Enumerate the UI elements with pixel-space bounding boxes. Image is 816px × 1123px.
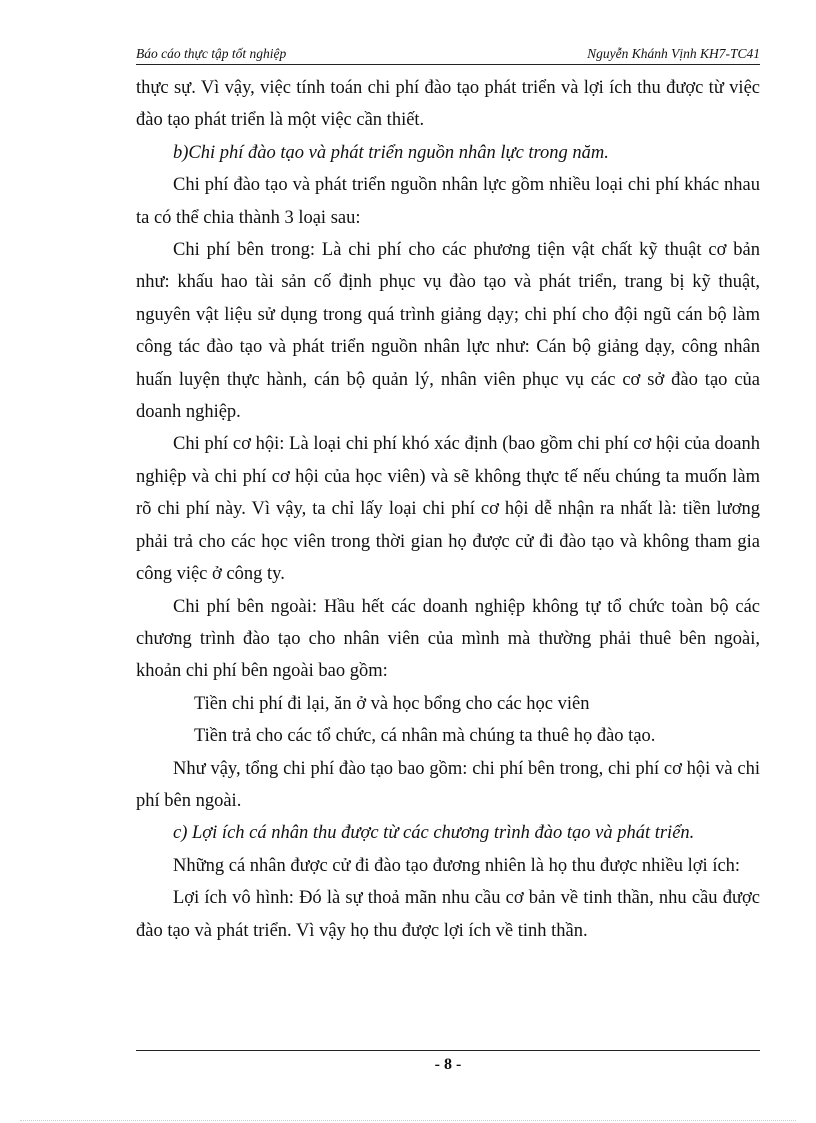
- paragraph-intro-continuation: thực sự. Vì vậy, việc tính toán chi phí đào tạo phát triển và lợi ích thu được từ việc đào tạo phát triển là một việc cần thiết.: [136, 78, 760, 131]
- paragraph-total-costs: Như vậy, tổng chi phí đào tạo bao gồm: chi phí bên trong, chi phí cơ hội và chi phí bên ngoài.: [136, 758, 760, 811]
- paragraph-internal-costs: Chi phí bên trong: Là chi phí cho các phương tiện vật chất kỹ thuật cơ bản như: khấu hao tài sản cố định phục vụ đào tạo và phát triển, trang bị kỹ thuật, nguyên vật liệu sử dụng trong quá trình giảng dạy; chi phí cho đội ngũ cán bộ làm công tác đào tạo và phát triển nguồn nhân lực như: Cán bộ giảng dạy, công nhân huấn luyện thực hành, cán bộ quản lý, nhân viên phục vụ các cơ sở đào tạo của doanh nghiệp.: [136, 240, 760, 423]
- section-heading-b: b)Chi phí đào tạo và phát triển nguồn nhân lực trong năm.: [173, 142, 609, 163]
- list-item-training-fees: Tiền trả cho các tổ chức, cá nhân mà chúng ta thuê họ đào tạo.: [194, 726, 656, 747]
- section-heading-c: c) Lợi ích cá nhân thu được từ các chương trình đào tạo và phát triển.: [173, 823, 695, 844]
- paragraph-opportunity-costs: Chi phí cơ hội: Là loại chi phí khó xác định (bao gồm chi phí cơ hội của doanh nghiệp và chi phí cơ hội của học viên) và sẽ không thực tế nếu chúng ta muốn làm rõ chi phí này. Vì vậy, ta chỉ lấy loại chi phí cơ hội dễ nhận ra nhất là: tiền lương phải trả cho các học viên trong thời gian họ được cử đi đào tạo và không tham gia công việc ở công ty.: [136, 434, 760, 585]
- header-author: Nguyễn Khánh Vịnh KH7-TC41: [587, 46, 760, 61]
- paragraph-cost-types: Chi phí đào tạo và phát triển nguồn nhân lực gồm nhiều loại chi phí khác nhau ta có thể chia thành 3 loại sau:: [136, 175, 760, 228]
- document-body: [136, 72, 760, 947]
- paragraph-benefits-intro: Những cá nhân được cử đi đào tạo đương nhiên là họ thu được nhiều lợi ích:: [173, 855, 741, 876]
- paragraph-intangible-benefits: Lợi ích vô hình: Đó là sự thoả mãn nhu cầu cơ bản về tinh thần, nhu cầu được đào tạo và phát triển. Vì vậy họ thu được lợi ích về tinh thần.: [136, 888, 760, 941]
- list-item-travel-costs: Tiền chi phí đi lại, ăn ở và học bổng cho các học viên: [194, 693, 590, 714]
- page-number: - 8 -: [434, 1056, 462, 1073]
- footer-divider: [136, 1050, 760, 1051]
- page-bottom-edge: [20, 1120, 796, 1121]
- header-report-title: Báo cáo thực tập tốt nghiệp: [136, 46, 287, 61]
- page-header: [136, 46, 760, 65]
- paragraph-external-costs: Chi phí bên ngoài: Hầu hết các doanh nghiệp không tự tổ chức toàn bộ các chương trình đào tạo cho nhân viên của mình mà thường phải thuê bên ngoài, khoản chi phí bên ngoài bao gồm:: [136, 596, 760, 682]
